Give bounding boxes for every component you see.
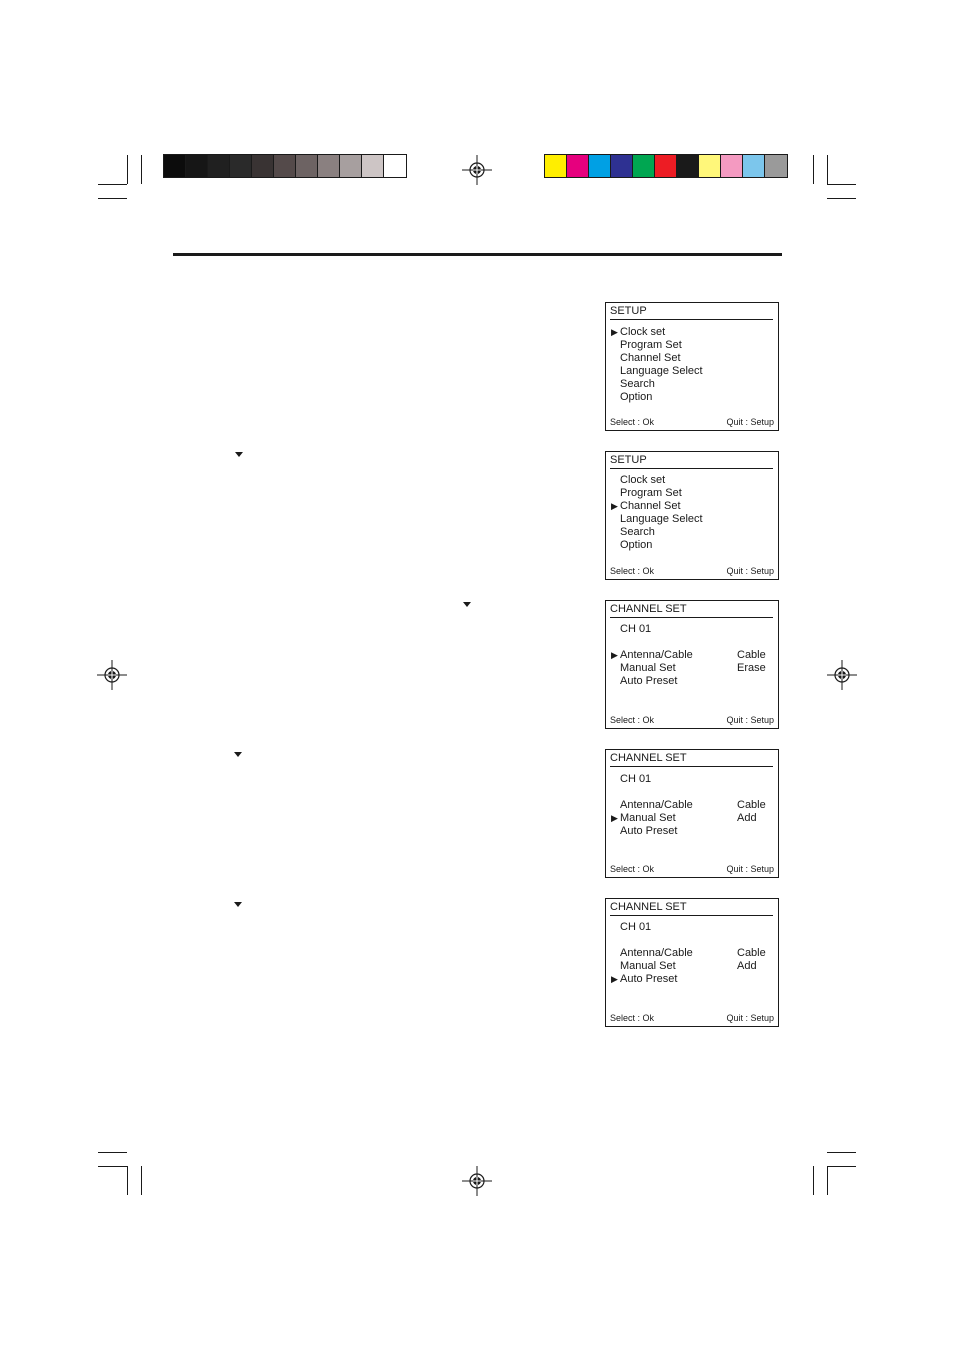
channel-set-panel bbox=[605, 600, 779, 729]
menu-item-program-set[interactable]: Program Set bbox=[620, 339, 682, 351]
pointer-icon: ▶ bbox=[611, 650, 618, 660]
channel-set-panel bbox=[605, 749, 779, 878]
gray-swatch bbox=[318, 155, 340, 177]
header-rule bbox=[173, 253, 782, 256]
crop-mark bbox=[813, 155, 814, 184]
gray-swatch bbox=[296, 155, 318, 177]
crop-mark bbox=[127, 155, 128, 184]
channel-set-panel bbox=[605, 898, 779, 1027]
down-arrow-icon bbox=[234, 902, 242, 907]
menu-item-manual-set[interactable]: Manual Set bbox=[620, 662, 676, 674]
crop-mark bbox=[98, 1166, 127, 1167]
channel-number: CH 01 bbox=[620, 773, 652, 785]
color-swatch bbox=[633, 155, 655, 177]
panel-title: SETUP bbox=[610, 454, 647, 466]
color-swatch bbox=[567, 155, 589, 177]
gray-swatch bbox=[208, 155, 230, 177]
gray-swatch bbox=[274, 155, 296, 177]
gray-swatch bbox=[340, 155, 362, 177]
footer-quit-hint: Quit : Setup bbox=[726, 566, 774, 576]
footer-quit-hint: Quit : Setup bbox=[726, 864, 774, 874]
registration-target-icon bbox=[462, 155, 492, 185]
color-swatch bbox=[611, 155, 633, 177]
footer-select-hint: Select : Ok bbox=[610, 715, 655, 725]
crop-mark bbox=[827, 1166, 856, 1167]
pointer-icon: ▶ bbox=[611, 501, 618, 511]
menu-item-language-select[interactable]: Language Select bbox=[620, 513, 703, 525]
color-swatch bbox=[699, 155, 721, 177]
antenna-cable-value: Cable bbox=[737, 947, 766, 959]
channel-number: CH 01 bbox=[620, 623, 652, 635]
down-arrow-icon bbox=[234, 752, 242, 757]
crop-mark bbox=[827, 155, 828, 184]
manual-set-value: Erase bbox=[737, 662, 766, 674]
antenna-cable-value: Cable bbox=[737, 799, 766, 811]
menu-item-clock-set[interactable]: Clock set bbox=[620, 326, 666, 338]
menu-item-channel-set[interactable]: Channel Set bbox=[620, 500, 681, 512]
setup-menu-panel bbox=[605, 451, 779, 580]
gray-swatch bbox=[362, 155, 384, 177]
color-swatch bbox=[677, 155, 699, 177]
down-arrow-icon bbox=[463, 602, 471, 607]
menu-item-language-select[interactable]: Language Select bbox=[620, 365, 703, 377]
down-arrow-icon bbox=[235, 452, 243, 457]
menu-item-antenna-cable[interactable]: Antenna/Cable bbox=[620, 799, 693, 811]
color-swatch bbox=[589, 155, 611, 177]
title-underline bbox=[610, 319, 773, 320]
grayscale-calibration-bar bbox=[163, 154, 407, 178]
crop-mark bbox=[141, 1166, 142, 1195]
color-swatch bbox=[721, 155, 743, 177]
footer-quit-hint: Quit : Setup bbox=[726, 715, 774, 725]
color-swatch bbox=[743, 155, 765, 177]
footer-select-hint: Select : Ok bbox=[610, 417, 655, 427]
panel-title: CHANNEL SET bbox=[610, 752, 687, 764]
gray-swatch bbox=[164, 155, 186, 177]
color-swatch bbox=[545, 155, 567, 177]
channel-number: CH 01 bbox=[620, 921, 652, 933]
color-swatch bbox=[655, 155, 677, 177]
title-underline bbox=[610, 915, 773, 916]
menu-item-antenna-cable[interactable]: Antenna/Cable bbox=[620, 947, 693, 959]
pointer-icon: ▶ bbox=[611, 974, 618, 984]
menu-item-option[interactable]: Option bbox=[620, 539, 653, 551]
gray-swatch bbox=[384, 155, 406, 177]
pointer-icon: ▶ bbox=[611, 813, 618, 823]
menu-item-option[interactable]: Option bbox=[620, 391, 653, 403]
menu-item-auto-preset[interactable]: Auto Preset bbox=[620, 973, 678, 985]
crop-mark bbox=[98, 1152, 127, 1153]
color-calibration-bar bbox=[544, 154, 788, 178]
title-underline bbox=[610, 766, 773, 767]
registration-target-icon bbox=[97, 660, 127, 690]
menu-item-program-set[interactable]: Program Set bbox=[620, 487, 682, 499]
crop-mark bbox=[813, 1166, 814, 1195]
title-underline bbox=[610, 617, 773, 618]
setup-menu-panel bbox=[605, 302, 779, 431]
menu-item-search[interactable]: Search bbox=[620, 378, 655, 390]
manual-set-value: Add bbox=[737, 812, 757, 824]
title-underline bbox=[610, 468, 773, 469]
crop-mark bbox=[141, 155, 142, 184]
crop-mark bbox=[98, 198, 127, 199]
menu-item-auto-preset[interactable]: Auto Preset bbox=[620, 825, 678, 837]
crop-mark bbox=[827, 1152, 856, 1153]
crop-mark bbox=[827, 184, 856, 185]
pointer-icon: ▶ bbox=[611, 327, 618, 337]
color-swatch bbox=[765, 155, 787, 177]
registration-target-icon bbox=[827, 660, 857, 690]
footer-select-hint: Select : Ok bbox=[610, 566, 655, 576]
menu-item-auto-preset[interactable]: Auto Preset bbox=[620, 675, 678, 687]
gray-swatch bbox=[252, 155, 274, 177]
menu-item-clock-set[interactable]: Clock set bbox=[620, 474, 666, 486]
crop-mark bbox=[127, 1166, 128, 1195]
menu-item-antenna-cable[interactable]: Antenna/Cable bbox=[620, 649, 693, 661]
crop-mark bbox=[98, 184, 127, 185]
gray-swatch bbox=[186, 155, 208, 177]
crop-mark bbox=[827, 1166, 828, 1195]
footer-select-hint: Select : Ok bbox=[610, 864, 655, 874]
manual-set-value: Add bbox=[737, 960, 757, 972]
panel-title: SETUP bbox=[610, 305, 647, 317]
footer-quit-hint: Quit : Setup bbox=[726, 417, 774, 427]
menu-item-manual-set[interactable]: Manual Set bbox=[620, 812, 676, 824]
footer-quit-hint: Quit : Setup bbox=[726, 1013, 774, 1023]
panel-title: CHANNEL SET bbox=[610, 901, 687, 913]
registration-target-icon bbox=[462, 1166, 492, 1196]
menu-item-manual-set[interactable]: Manual Set bbox=[620, 960, 676, 972]
crop-mark bbox=[827, 198, 856, 199]
antenna-cable-value: Cable bbox=[737, 649, 766, 661]
panel-title: CHANNEL SET bbox=[610, 603, 687, 615]
gray-swatch bbox=[230, 155, 252, 177]
menu-item-channel-set[interactable]: Channel Set bbox=[620, 352, 681, 364]
menu-item-search[interactable]: Search bbox=[620, 526, 655, 538]
footer-select-hint: Select : Ok bbox=[610, 1013, 655, 1023]
